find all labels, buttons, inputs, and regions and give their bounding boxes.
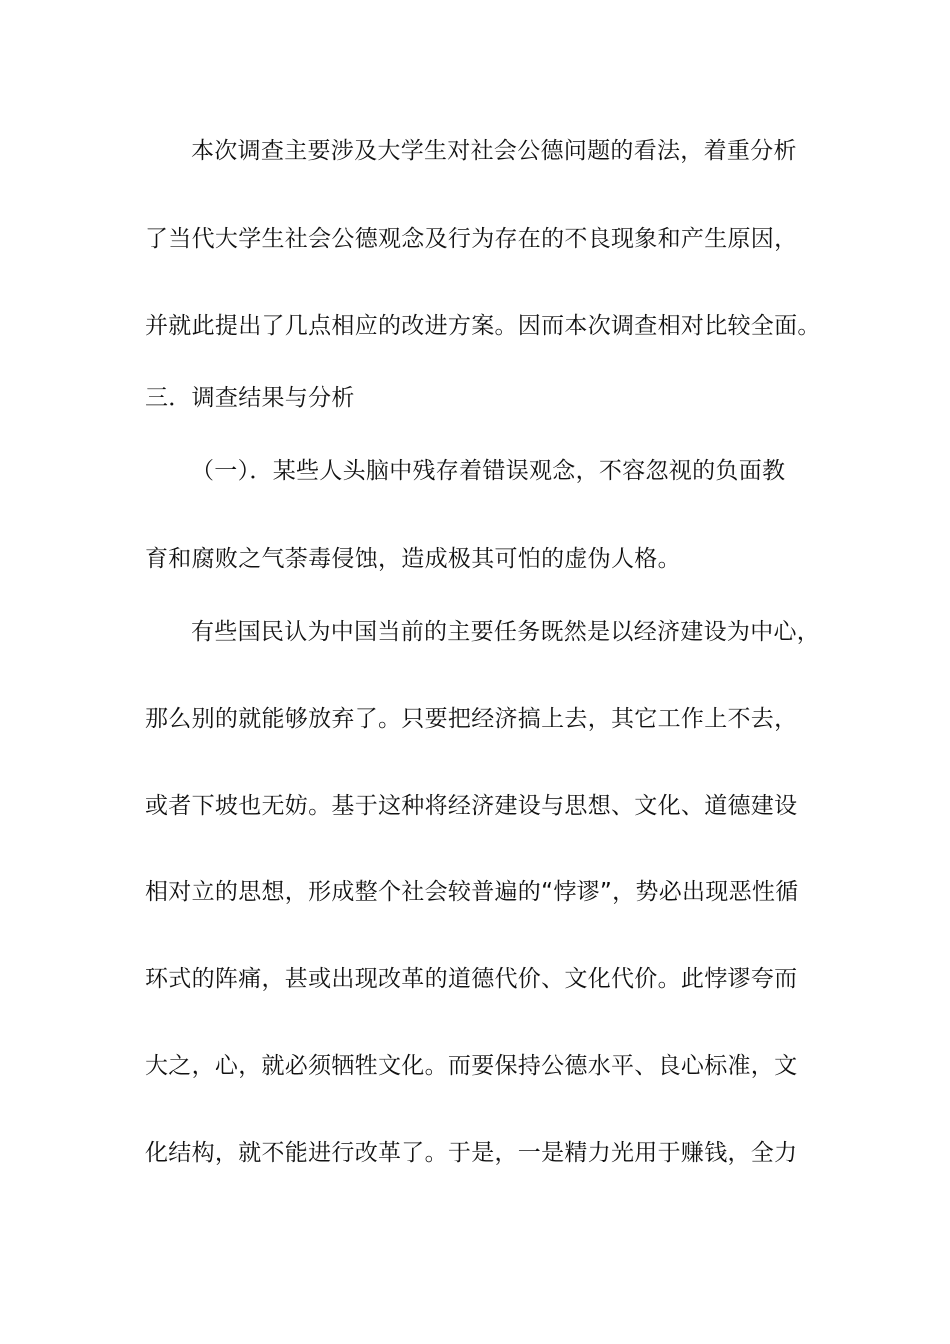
paragraph-line: 了当代大学生社会公德观念及行为存在的不良现象和产生原因， (145, 226, 798, 252)
paragraph-line: 大之，心，就必须牺牲文化。而要保持公德水平、良心标准，文 (145, 1053, 798, 1079)
subsection-heading-line: （一）．某些人头脑中残存着错误观念，不容忽视的负面教 (191, 458, 786, 484)
paragraph-line: 并就此提出了几点相应的改进方案。因而本次调查相对比较全面。 (145, 313, 821, 339)
paragraph-line: 或者下坡也无妨。基于这种将经济建设与思想、文化、道德建设 (145, 793, 798, 819)
section-heading: 三．调查结果与分析 (145, 385, 355, 411)
paragraph-line: 有些国民认为中国当前的主要任务既然是以经济建设为中心， (191, 619, 821, 645)
paragraph-line: 那么别的就能够放弃了。只要把经济搞上去，其它工作上不去， (145, 706, 798, 732)
paragraph-line: 化结构，就不能进行改革了。于是，一是精力光用于赚钱，全力 (145, 1140, 798, 1166)
paragraph-line: 环式的阵痛，甚或出现改革的道德代价、文化代价。此悖谬夸而 (145, 966, 798, 992)
paragraph-line: 本次调查主要涉及大学生对社会公德问题的看法，着重分析 (191, 138, 797, 164)
subsection-heading-line: 育和腐败之气荼毒侵蚀，造成极其可怕的虚伪人格。 (145, 546, 681, 572)
paragraph-line: 相对立的思想，形成整个社会较普遍的“悖谬”，势必出现恶性循 (145, 879, 799, 905)
